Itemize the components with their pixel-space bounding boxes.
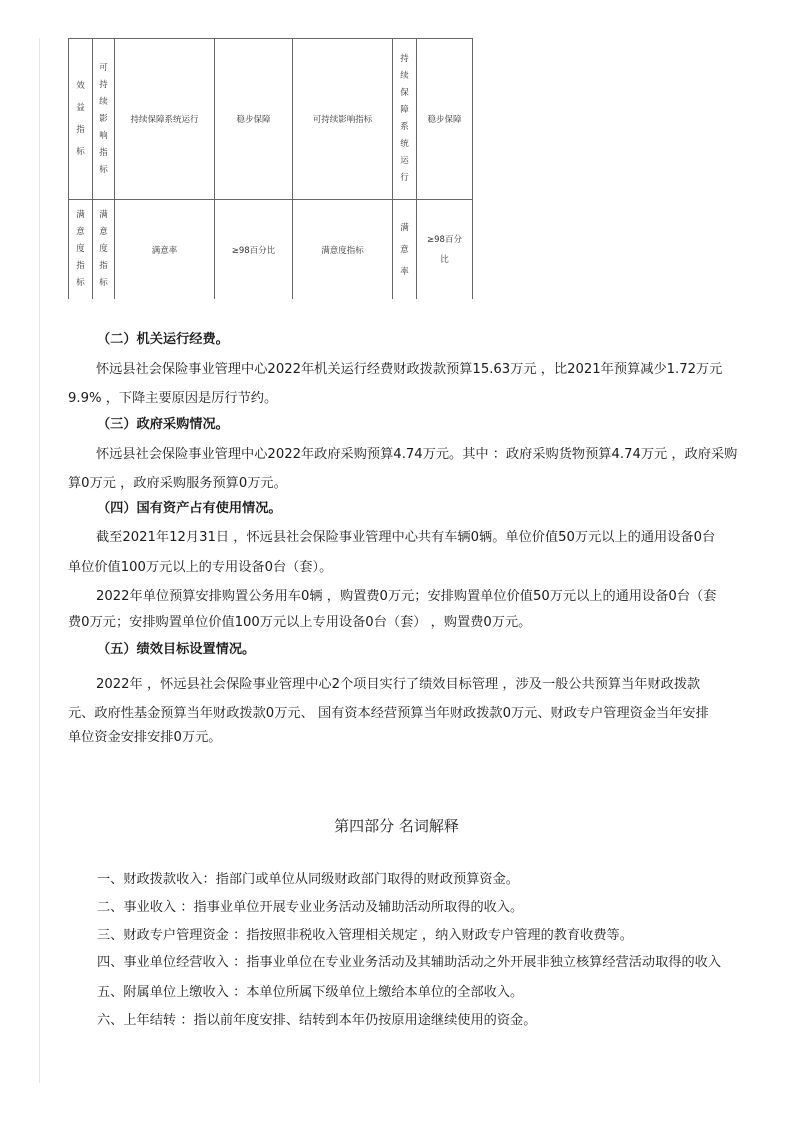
table-cell: 稳步保障 [417,39,473,200]
paragraph-line: 怀远县社会保险事业管理中心2022年机关运行经费财政拨款预算15.63万元 ，比2021年预算减少1.72万元 [96,362,723,377]
term-definition: 一、财政拨款收入：指部门或单位从同级财政部门取得的财政预算资金。 [97,872,519,887]
paragraph-line: 单位价值100万元以上的专用设备0台（套）。 [68,560,333,575]
paragraph-line: 9.9% ，下降主要原因是厉行节约。 [68,391,278,406]
table-cell: 满意率 [115,200,215,300]
paragraph-line: 元、政府性基金预算当年财政拨款0万元、 国有资本经营预算当年财政拨款0万元、财政专户管理资金当年安排 [68,706,709,721]
table-cell: 满意度指标 [293,200,393,300]
term-definition: 四、事业单位经营收入 ：指事业单位在专业业务活动及其辅助活动之外开展非独立核算经营活动取得的收入 [97,955,722,970]
term-definition: 二、事业收入 ：指事业单位开展专业业务活动及辅助活动所取得的收入。 [97,900,524,915]
section-heading: （二）机关运行经费。 [97,332,229,347]
section-heading: （三）政府采购情况。 [97,417,229,432]
performance-metrics-table [68,38,473,299]
table-cell: 满意度指标 [93,200,115,300]
section-heading: （四）国有资产占有使用情况。 [97,501,282,516]
table-cell: 满意率 [393,200,417,300]
paragraph-line: 怀远县社会保险事业管理中心2022年政府采购预算4.74万元。其中 ：政府采购货物预算4.74万元 ，政府采购 [96,447,738,462]
paragraph-line: 算0万元 ，政府采购服务预算0万元。 [68,476,287,491]
table-cell: ≥98百分比 [417,200,473,300]
paragraph-line: 2022年 ，怀远县社会保险事业管理中心2个项目实行了绩效目标管理 ，涉及一般公共预算当年财政拨款 [96,677,701,692]
paragraph-line: 单位资金安排安排0万元。 [68,730,222,745]
part-title: 第四部分 名词解释 [334,817,459,835]
table-cell: 持续保障系统运行 [115,39,215,200]
table-cell: 持续保障系统运行 [393,39,417,200]
paragraph-line: 2022年单位预算安排购置公务用车0辆 ，购置费0万元；安排购置单位价值50万元以上的通用设备0台（套 [96,589,717,604]
page-margin-line [39,38,40,1083]
table-row [69,39,473,200]
table-cell: 稳步保障 [215,39,293,200]
term-definition: 五、附属单位上缴收入 ：本单位所属下级单位上缴给本单位的全部收入。 [97,985,524,1000]
paragraph-line: 费0万元；安排购置单位价值100万元以上专用设备0台（套） ，购置费0万元。 [68,615,532,630]
term-definition: 三、财政专户管理资金 ：指按照非税收入管理相关规定 ，纳入财政专户管理的教育收费等。 [97,928,633,943]
section-heading: （五）绩效目标设置情况。 [97,642,256,657]
table-cell: 可持续影响指标 [93,39,115,200]
paragraph-line: 截至2021年12月31日 ，怀远县社会保险事业管理中心共有车辆0辆。单位价值50万元以上的通用设备0台 [96,530,716,545]
table-cell: 效益指标 [69,39,93,200]
table-row [69,200,473,300]
table-cell: ≥98百分比 [215,200,293,300]
term-definition: 六、上年结转 ：指以前年度安排、结转到本年仍按原用途继续使用的资金。 [97,1013,537,1028]
table-cell: 可持续影响指标 [293,39,393,200]
table-cell: 满意度指标 [69,200,93,300]
